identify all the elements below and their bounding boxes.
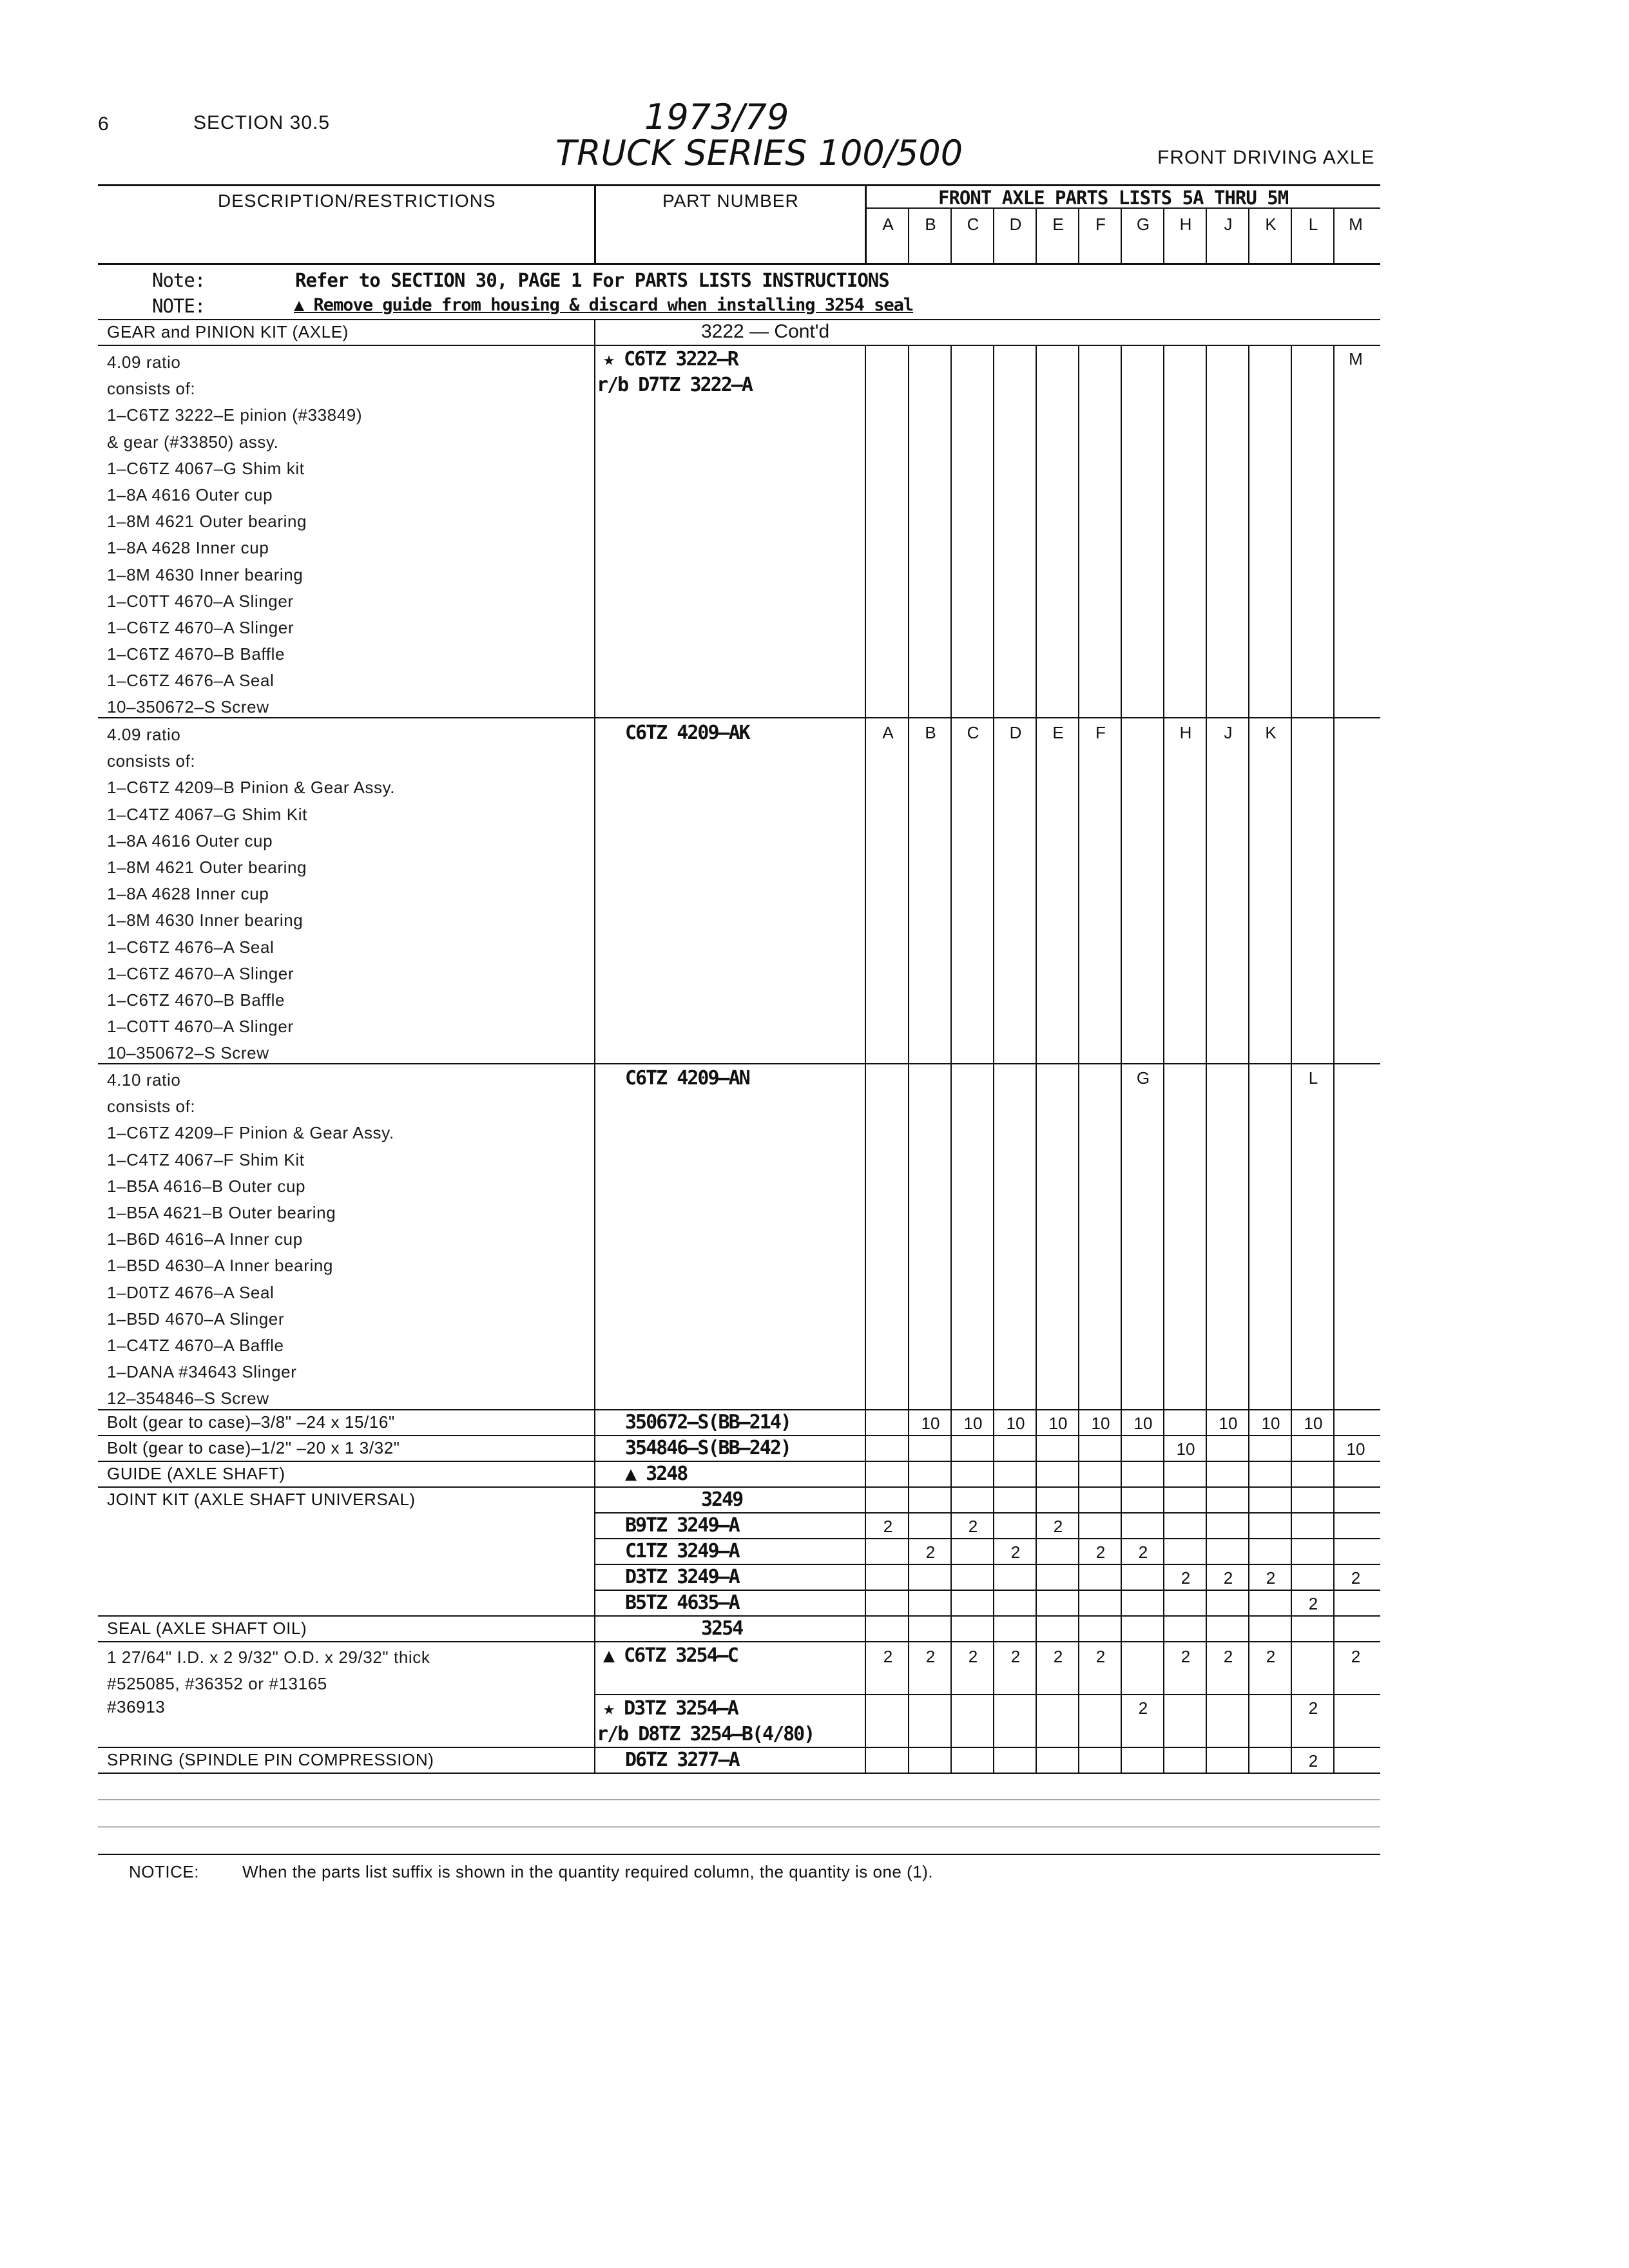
joint-row-1-qty-e: 2: [1053, 1517, 1063, 1536]
parts-lists-title: FRONT AXLE PARTS LISTS 5A THRU 5M: [938, 187, 1289, 209]
spring-qty-l: 2: [1308, 1751, 1318, 1771]
kit2-qty-a: A: [882, 723, 894, 742]
kit2-qty-k: K: [1265, 723, 1277, 742]
col-letter-j: J: [1224, 215, 1233, 234]
joint-row-3-qty-k: 2: [1266, 1568, 1276, 1588]
kit3-line: 1–D0TZ 4676–A Seal: [107, 1282, 275, 1302]
seal1-qty-k: 2: [1266, 1647, 1276, 1666]
spring-part-number: D6TZ 3277–A: [625, 1749, 739, 1771]
kit2-line: 1–C6TZ 4670–B Baffle: [107, 990, 285, 1010]
col-letter-f: F: [1095, 215, 1106, 234]
kit1-part-number: ★ C6TZ 3222–R: [603, 348, 738, 370]
column-part-number: PART NUMBER: [662, 191, 799, 211]
note-label-2: NOTE:: [152, 295, 206, 317]
kit3-part-number: C6TZ 4209–AN: [625, 1067, 749, 1090]
years-title: 1973/79: [644, 97, 789, 137]
col-letter-b: B: [925, 215, 936, 234]
seal1-qty-e: 2: [1053, 1647, 1063, 1666]
kit2-qty-c: C: [967, 723, 979, 742]
kit2-qty-h: H: [1179, 723, 1192, 742]
seal1-qty-d: 2: [1010, 1647, 1021, 1666]
bolt1-description: Bolt (gear to case)–3/8" –24 x 15/16": [107, 1412, 395, 1432]
kit3-line: 1–C6TZ 4209–F Pinion & Gear Assy.: [107, 1123, 394, 1143]
seal2-description: #36913: [107, 1697, 166, 1716]
kit1-line: 1–C6TZ 4067–G Shim kit: [107, 458, 305, 478]
section-label: SECTION 30.5: [193, 112, 331, 133]
kit2-line: 10–350672–S Screw: [107, 1043, 269, 1063]
kit1-line: 1–C6TZ 4670–B Baffle: [107, 644, 285, 664]
kit3-line: 4.10 ratio: [107, 1070, 181, 1090]
seal-group-base: 3254: [701, 1617, 743, 1640]
seal1-qty-h: 2: [1181, 1647, 1191, 1666]
kit3-line: 1–B5A 4616–B Outer cup: [107, 1176, 306, 1196]
kit2-line: 1–C6TZ 4670–A Slinger: [107, 963, 294, 983]
joint-row-1-qty-a: 2: [883, 1517, 893, 1536]
guide-description: GUIDE (AXLE SHAFT): [107, 1464, 285, 1483]
joint-row-1-qty-c: 2: [968, 1517, 978, 1536]
kit3-line: 1–C4TZ 4067–F Shim Kit: [107, 1149, 305, 1169]
bolt1-part-number: 350672–S(BB–214): [625, 1411, 791, 1434]
seal2-qty-l: 2: [1308, 1698, 1318, 1718]
bolt1-qty-l: 10: [1304, 1414, 1323, 1433]
col-letter-d: D: [1009, 215, 1022, 234]
guide-part-number: ▲ 3248: [625, 1463, 688, 1485]
col-letter-a: A: [882, 215, 894, 234]
bolt2-part-number: 354846–S(BB–242): [625, 1437, 791, 1459]
series-title: TRUCK SERIES 100/500: [555, 133, 963, 173]
column-description: DESCRIPTION/RESTRICTIONS: [218, 191, 496, 211]
kit1-line: 4.09 ratio: [107, 352, 181, 372]
bolt1-qty-c: 10: [963, 1414, 983, 1433]
bolt1-qty-b: 10: [921, 1414, 940, 1433]
col-letter-m: M: [1349, 215, 1363, 234]
chapter-title: FRONT DRIVING AXLE: [1157, 147, 1375, 168]
joint-row-4-qty-l: 2: [1308, 1594, 1318, 1613]
kit2-qty-j: J: [1224, 723, 1233, 742]
spring-description: SPRING (SPINDLE PIN COMPRESSION): [107, 1750, 434, 1769]
group-gear-base: 3222 — Cont'd: [701, 321, 830, 342]
col-letter-e: E: [1052, 215, 1064, 234]
bolt1-qty-d: 10: [1006, 1414, 1025, 1433]
bolt1-qty-k: 10: [1261, 1414, 1280, 1433]
bolt1-qty-g: 10: [1133, 1414, 1153, 1433]
bolt1-qty-f: 10: [1091, 1414, 1110, 1433]
kit2-qty-e: E: [1052, 723, 1064, 742]
kit3-line: 1–B6D 4616–A Inner cup: [107, 1229, 303, 1249]
col-letter-g: G: [1136, 215, 1150, 234]
bolt1-qty-e: 10: [1048, 1414, 1068, 1433]
kit3-line: 1–B5D 4630–A Inner bearing: [107, 1256, 333, 1276]
col-letter-c: C: [967, 215, 979, 234]
seal1-line: #525085, #36352 or #13165: [107, 1674, 327, 1694]
kit2-qty-b: B: [925, 723, 936, 742]
kit3-qty-l: L: [1308, 1068, 1318, 1088]
kit2-line: 1–C6TZ 4209–B Pinion & Gear Assy.: [107, 778, 396, 798]
kit1-qty-m: M: [1349, 349, 1363, 369]
seal1-qty-a: 2: [883, 1647, 893, 1666]
notice-text: When the parts list suffix is shown in the quantity required column, the quantity is one (1).: [242, 1862, 934, 1881]
seal1-qty-m: 2: [1351, 1647, 1361, 1666]
kit3-qty-g: G: [1136, 1068, 1150, 1088]
notice-label: NOTICE:: [129, 1862, 199, 1881]
kit1-line: 1–8A 4616 Outer cup: [107, 485, 273, 505]
kit1-line: 1–8A 4628 Inner cup: [107, 538, 269, 558]
kit3-line: 1–C4TZ 4670–A Baffle: [107, 1335, 284, 1355]
group-gear-label: GEAR and PINION KIT (AXLE): [107, 322, 349, 341]
joint-group-description: JOINT KIT (AXLE SHAFT UNIVERSAL): [107, 1490, 416, 1509]
kit3-line: 12–354846–S Screw: [107, 1389, 269, 1408]
kit3-description: [107, 1067, 394, 1412]
kit1-line: 10–350672–S Screw: [107, 697, 269, 717]
kit2-qty-d: D: [1009, 723, 1022, 742]
col-letter-k: K: [1265, 215, 1277, 234]
kit2-line: 1–C0TT 4670–A Slinger: [107, 1017, 294, 1037]
seal1-qty-f: 2: [1095, 1647, 1106, 1666]
note-text-2: ▲ Remove guide from housing & discard when installing 3254 seal: [294, 295, 914, 315]
joint-row-2-qty-f: 2: [1095, 1542, 1106, 1562]
bolt2-qty-h: 10: [1176, 1439, 1195, 1459]
bolt2-qty-m: 10: [1346, 1439, 1365, 1459]
kit3-line: 1–B5D 4670–A Slinger: [107, 1309, 285, 1329]
kit1-line: consists of:: [107, 379, 196, 399]
kit2-line: 1–8M 4630 Inner bearing: [107, 910, 304, 930]
kit2-line: 1–8A 4616 Outer cup: [107, 831, 273, 850]
joint-row-3-qty-h: 2: [1181, 1568, 1191, 1588]
seal2-qty-g: 2: [1138, 1698, 1148, 1718]
kit2-description: [107, 722, 395, 1066]
seal1-qty-c: 2: [968, 1647, 978, 1666]
kit1-line: 1–C6TZ 4676–A Seal: [107, 671, 275, 691]
kit1-line: 1–C0TT 4670–A Slinger: [107, 591, 294, 611]
kit2-line: consists of:: [107, 751, 196, 771]
col-letter-l: L: [1308, 215, 1318, 234]
seal1-part-number: ▲ C6TZ 3254–C: [603, 1644, 738, 1667]
kit1-replaced-by: r/b D7TZ 3222–A: [597, 374, 752, 396]
joint-row-1-part: B9TZ 3249–A: [625, 1514, 739, 1537]
seal1-line: 1 27/64" I.D. x 2 9/32" O.D. x 29/32" thick: [107, 1648, 430, 1667]
seal1-description: [107, 1644, 430, 1697]
kit2-line: 1–C4TZ 4067–G Shim Kit: [107, 804, 307, 824]
bolt2-description: Bolt (gear to case)–1/2" –20 x 1 3/32": [107, 1438, 400, 1457]
kit1-line: & gear (#33850) assy.: [107, 432, 279, 452]
page-number: 6: [98, 113, 110, 135]
joint-row-2-qty-g: 2: [1138, 1542, 1148, 1562]
joint-row-2-part: C1TZ 3249–A: [625, 1540, 739, 1562]
joint-row-3-qty-j: 2: [1223, 1568, 1233, 1588]
kit3-line: consists of:: [107, 1097, 196, 1117]
seal1-qty-j: 2: [1223, 1647, 1233, 1666]
kit2-part-number: C6TZ 4209–AK: [625, 722, 749, 744]
kit1-line: 1–8M 4621 Outer bearing: [107, 512, 307, 532]
kit1-line: 1–C6TZ 3222–E pinion (#33849): [107, 405, 363, 425]
kit2-line: 1–C6TZ 4676–A Seal: [107, 937, 275, 957]
kit2-line: 1–8M 4621 Outer bearing: [107, 857, 307, 877]
seal1-qty-b: 2: [925, 1647, 936, 1666]
joint-row-2-qty-d: 2: [1010, 1542, 1021, 1562]
note-text-1: Refer to SECTION 30, PAGE 1 For PARTS LISTS INSTRUCTIONS: [295, 269, 889, 291]
kit2-qty-f: F: [1095, 723, 1106, 742]
joint-row-4-part: B5TZ 4635–A: [625, 1591, 739, 1614]
col-letter-h: H: [1179, 215, 1192, 234]
kit2-line: 1–8A 4628 Inner cup: [107, 884, 269, 904]
joint-row-3-part: D3TZ 3249–A: [625, 1566, 739, 1588]
joint-group-base: 3249: [701, 1488, 743, 1511]
kit1-description: [107, 349, 362, 721]
kit1-line: 1–8M 4630 Inner bearing: [107, 564, 304, 584]
bolt1-qty-j: 10: [1219, 1414, 1238, 1433]
joint-row-2-qty-b: 2: [925, 1542, 936, 1562]
kit2-line: 4.09 ratio: [107, 725, 181, 744]
seal-group-description: SEAL (AXLE SHAFT OIL): [107, 1619, 307, 1638]
seal2-replaced-by: r/b D8TZ 3254–B(4/80): [597, 1723, 815, 1745]
joint-row-3-qty-m: 2: [1351, 1568, 1361, 1588]
note-label-1: Note:: [152, 269, 206, 291]
kit3-line: 1–B5A 4621–B Outer bearing: [107, 1202, 336, 1222]
kit3-line: 1–DANA #34643 Slinger: [107, 1362, 297, 1382]
kit1-line: 1–C6TZ 4670–A Slinger: [107, 617, 294, 637]
seal2-part-number: ★ D3TZ 3254–A: [603, 1697, 738, 1720]
